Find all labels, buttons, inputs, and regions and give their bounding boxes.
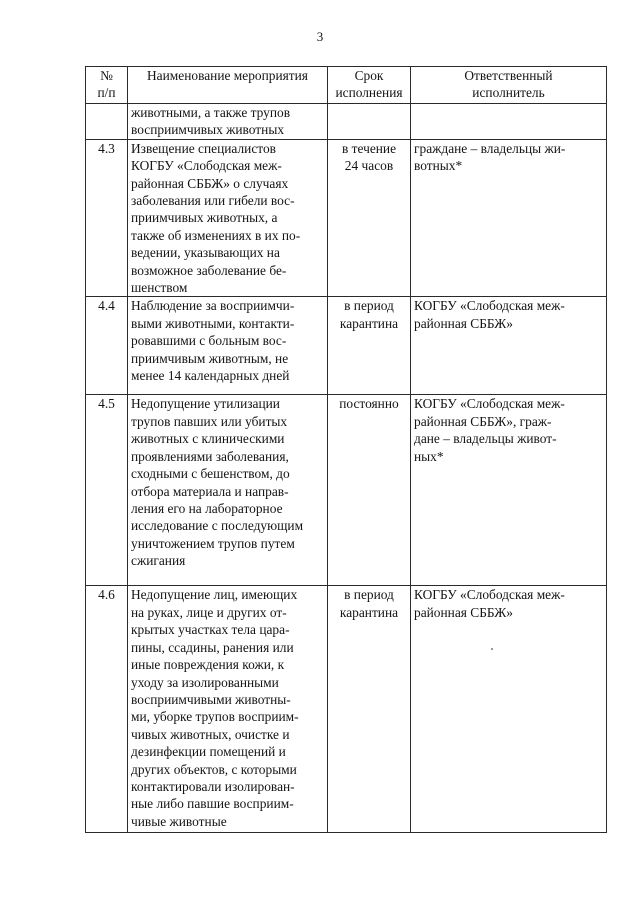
row-number: 4.5 — [86, 395, 128, 586]
header-num — [86, 67, 128, 104]
measure-name-line: заболевания или гибели вос- — [131, 193, 295, 209]
measure-name-line: дезинфекции помещений и — [131, 744, 286, 760]
measure-name-line: ровавшими с больным вос- — [131, 333, 287, 349]
header-responsible-line: исполнитель — [472, 85, 545, 101]
measure-name-line: уничтожением трупов путем — [131, 535, 295, 551]
measure-name-line: других объектов, с которыми — [131, 761, 297, 777]
deadline-line: карантина — [339, 604, 399, 620]
responsible-line: дане – владельцы живот- — [414, 431, 557, 447]
measure-name-line: Недопущение лиц, имеющих — [131, 587, 298, 603]
measure-name-cell — [128, 395, 328, 586]
measure-name-line: приимчивых животных, а — [131, 210, 278, 226]
table-row — [86, 297, 607, 395]
header-name-line: Наименование мероприятия — [147, 68, 308, 83]
measure-name-line: трупов павших или убитых — [131, 413, 288, 429]
responsible-line: КОГБУ «Слободская меж- — [414, 298, 565, 314]
measure-name-line: восприимчивых животных — [131, 122, 285, 138]
measure-name-line: исследование с последующим — [131, 518, 304, 534]
row-number: 4.3 — [86, 139, 128, 297]
measure-name-line: приимчивым животным, не — [131, 350, 289, 366]
table-row — [86, 104, 607, 140]
table-row — [86, 139, 607, 297]
measure-name-line: возможное заболевание бе- — [131, 262, 287, 278]
deadline-cell — [328, 139, 411, 297]
measure-name-line: чивых животных, очистке и — [131, 726, 290, 742]
responsible-line: ных* — [414, 448, 444, 464]
measure-name-line: животных с клиническими — [131, 431, 285, 447]
table-header-row — [86, 67, 607, 104]
header-responsible — [411, 67, 607, 104]
header-num-line: п/п — [97, 85, 116, 101]
deadline-line: в течение — [341, 140, 397, 156]
measure-name-line: иные повреждения кожи, к — [131, 657, 285, 673]
deadline-cell — [328, 586, 411, 833]
responsible-line: КОГБУ «Слободская меж- — [414, 587, 565, 603]
header-term-line: Срок — [354, 68, 384, 83]
responsible-cell — [411, 586, 607, 833]
measure-name-line: Наблюдение за восприимчи- — [131, 298, 295, 314]
page-number: 3 — [316, 29, 324, 44]
measure-name-cell — [128, 586, 328, 833]
responsible-line: районная СББЖ» — [414, 315, 513, 331]
measure-name-line: менее 14 календарных дней — [131, 368, 290, 384]
responsible-cell — [411, 139, 607, 297]
header-term-line: исполнения — [335, 85, 403, 101]
scan-speck — [491, 648, 493, 650]
responsible-cell — [411, 297, 607, 395]
measure-name-cell — [128, 297, 328, 395]
row-number: 4.6 — [86, 586, 128, 833]
measure-name-line: на руках, лице и других от- — [131, 604, 287, 620]
measure-name-line: ведении, указывающих на — [131, 245, 280, 261]
deadline-line: в период — [344, 587, 394, 603]
responsible-cell — [411, 395, 607, 586]
measure-name-line: районная СББЖ» о случаях — [131, 175, 289, 191]
deadline-line: постоянно — [339, 396, 399, 412]
deadline-cell — [328, 297, 411, 395]
measure-name-line: пины, ссадины, ранения или — [131, 639, 294, 655]
measure-name-line: уходу за изолированными — [131, 674, 279, 690]
measure-name-line: Извещение специалистов — [131, 140, 276, 156]
measure-name-line: сжигания — [131, 553, 186, 569]
measure-name-line: проявлениями заболевания, — [131, 448, 289, 464]
measure-name-line: восприимчивыми животны- — [131, 691, 291, 707]
header-name — [128, 67, 328, 104]
header-num-line: № — [100, 68, 113, 83]
measure-name-line: ления его на лабораторное — [131, 500, 283, 516]
measure-name-line: сходными с бешенством, до — [131, 466, 290, 482]
measure-name-line: также об изменениях в их по- — [131, 227, 301, 243]
deadline-cell — [328, 395, 411, 586]
responsible-line: КОГБУ «Слободская меж- — [414, 396, 565, 412]
measure-name-cell — [128, 104, 328, 140]
header-term — [328, 67, 411, 104]
deadline-line: карантина — [339, 315, 399, 331]
measure-name-line: шенством — [131, 280, 188, 296]
responsible-line: граждане – владельцы жи- — [414, 140, 566, 156]
deadline-line: в период — [344, 298, 394, 314]
measure-name-line: ми, уборке трупов восприим- — [131, 709, 299, 725]
measure-name-line: отбора материала и направ- — [131, 483, 289, 499]
responsible-cell — [411, 104, 607, 140]
responsible-line: районная СББЖ» — [414, 604, 513, 620]
table-row — [86, 395, 607, 586]
measure-name-line: выми животными, контакти- — [131, 315, 295, 331]
responsible-line: вотных* — [414, 158, 463, 174]
responsible-line: районная СББЖ», граж- — [414, 413, 552, 429]
measure-name-line: ные либо павшие восприим- — [131, 796, 294, 812]
measure-name-line: крытых участках тела цара- — [131, 622, 290, 638]
header-responsible-line: Ответственный — [464, 68, 553, 83]
deadline-cell — [328, 104, 411, 140]
table-row — [86, 586, 607, 833]
measure-name-line: контактировали изолирован- — [131, 778, 295, 794]
measure-name-line: Недопущение утилизации — [131, 396, 280, 412]
measure-name-line: животными, а также трупов — [131, 105, 291, 120]
measure-name-line: чивые животные — [131, 813, 227, 829]
row-number: 4.4 — [86, 297, 128, 395]
deadline-line: 24 часов — [344, 158, 394, 174]
row-number — [86, 104, 128, 140]
measure-name-cell — [128, 139, 328, 297]
measures-table — [85, 66, 607, 833]
measure-name-line: КОГБУ «Слободская меж- — [131, 158, 282, 174]
